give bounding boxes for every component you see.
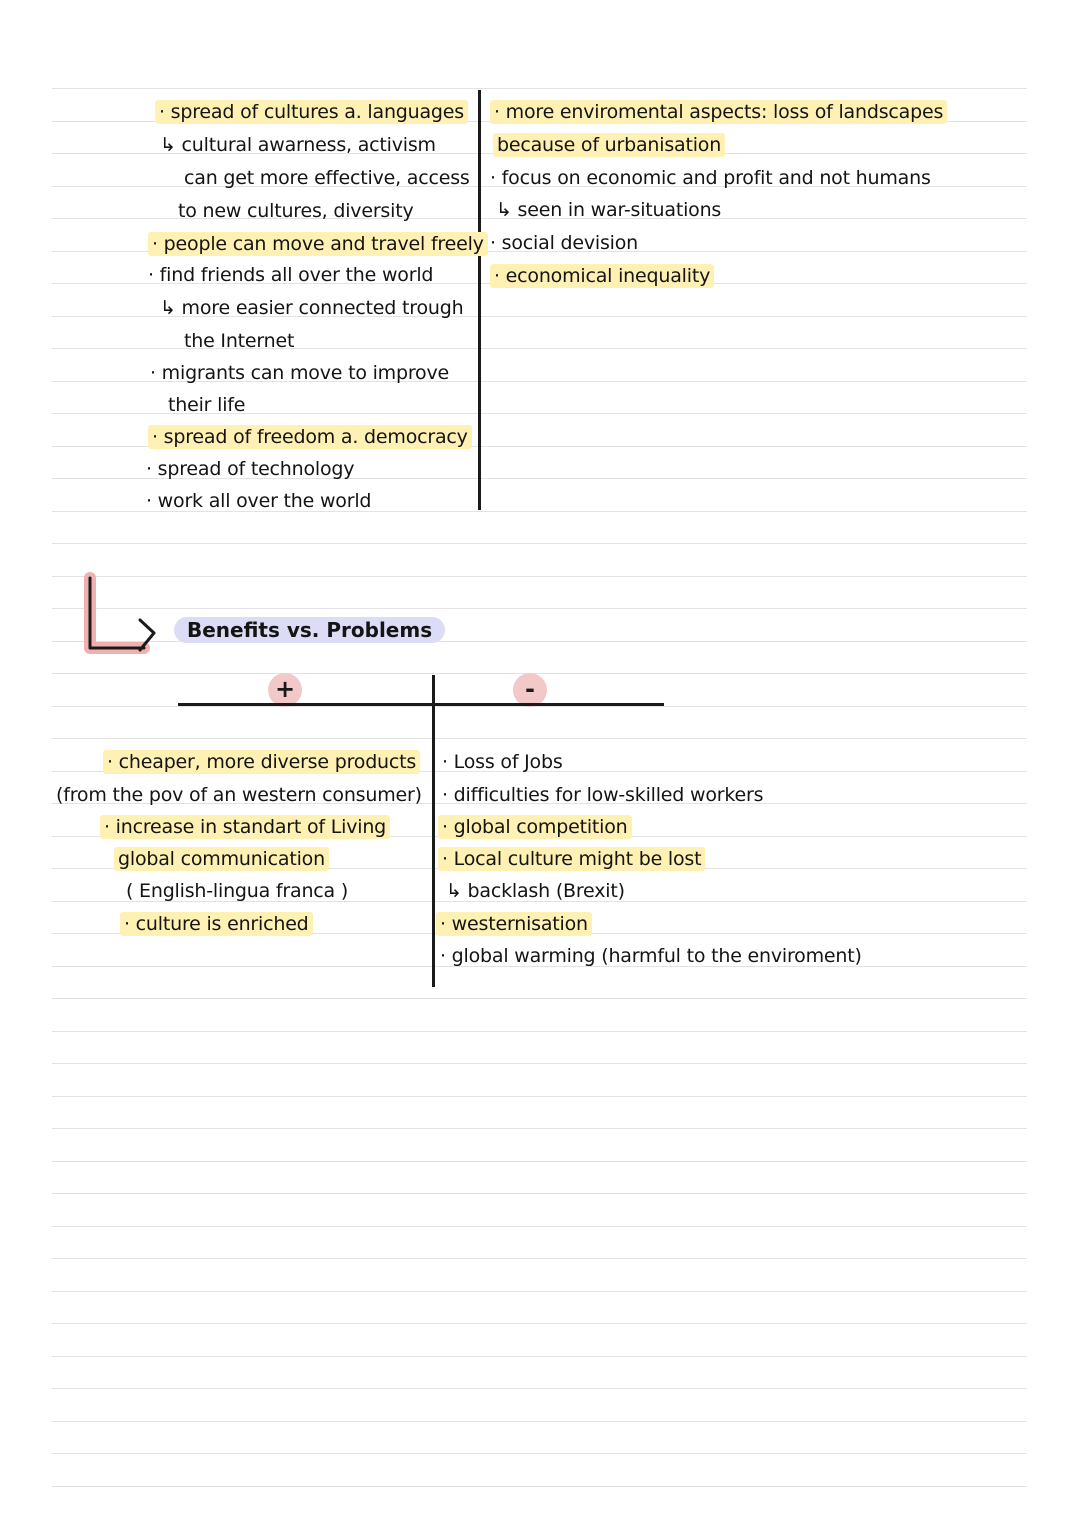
- top-right-item: · economical inequality: [490, 264, 714, 288]
- problem-item: · westernisation: [436, 912, 592, 936]
- benefit-item: global communication: [114, 847, 329, 871]
- ruling-line: [52, 1388, 1027, 1389]
- top-right-item: · social devision: [490, 232, 639, 254]
- benefit-item: · increase in standart of Living: [100, 815, 390, 839]
- ruling-line: [52, 543, 1027, 544]
- ruling-line: [52, 1258, 1027, 1259]
- top-right-item: · focus on economic and profit and not humans: [490, 167, 931, 189]
- top-left-item: to new cultures, diversity: [178, 200, 414, 222]
- ruling-line: [52, 738, 1027, 739]
- top-right-item: · more enviromental aspects: loss of landscapes: [490, 100, 947, 124]
- benefit-item: ( English-lingua franca ): [126, 880, 349, 902]
- ruling-line: [52, 1161, 1027, 1162]
- benefit-item: · culture is enriched: [120, 912, 313, 936]
- ruling-line: [52, 1421, 1027, 1422]
- top-left-item: · spread of cultures a. languages: [155, 100, 468, 124]
- top-right-item: ↳ seen in war-situations: [496, 199, 722, 221]
- ruling-line: [52, 1226, 1027, 1227]
- top-left-item: ↳ more easier connected trough: [160, 297, 464, 319]
- problem-item: · Loss of Jobs: [442, 751, 563, 773]
- top-table-divider: [478, 90, 481, 510]
- section-heading: Benefits vs. Problems: [174, 617, 445, 643]
- top-left-item: · spread of freedom a. democracy: [148, 425, 472, 449]
- ruling-line: [52, 88, 1027, 89]
- ruling-line: [52, 1128, 1027, 1129]
- top-left-item: · migrants can move to improve: [150, 362, 450, 384]
- table-vertical-rule: [432, 675, 435, 987]
- problem-item: ↳ backlash (Brexit): [446, 880, 625, 902]
- ruling-line: [52, 1031, 1027, 1032]
- problem-item: · Local culture might be lost: [438, 847, 705, 871]
- problem-item: · difficulties for low-skilled workers: [442, 784, 764, 806]
- ruling-line: [52, 706, 1027, 707]
- top-left-item: · spread of technology: [146, 458, 355, 480]
- top-left-item: their life: [168, 394, 246, 416]
- ruling-line: [52, 1096, 1027, 1097]
- ruling-line: [52, 1063, 1027, 1064]
- ruling-line: [52, 1323, 1027, 1324]
- ruling-line: [52, 673, 1027, 674]
- problem-item: · global competition: [438, 815, 632, 839]
- top-left-item: ↳ cultural awarness, activism: [160, 134, 436, 156]
- ruling-line: [52, 1356, 1027, 1357]
- top-right-item: because of urbanisation: [493, 133, 725, 157]
- down-right-arrow-icon: [78, 570, 168, 665]
- table-horizontal-rule: [178, 703, 664, 706]
- top-left-item: the Internet: [184, 330, 295, 352]
- problem-item: · global warming (harmful to the enviroment): [440, 945, 862, 967]
- benefit-item: · cheaper, more diverse products: [103, 750, 420, 774]
- plus-icon: +: [268, 673, 302, 707]
- benefit-item: (from the pov of an western consumer): [56, 784, 422, 806]
- ruling-line: [52, 608, 1027, 609]
- top-left-item: · people can move and travel freely: [148, 232, 488, 256]
- ruling-line: [52, 1486, 1027, 1487]
- ruling-line: [52, 998, 1027, 999]
- ruling-line: [52, 1291, 1027, 1292]
- ruling-line: [52, 576, 1027, 577]
- ruling-line: [52, 1453, 1027, 1454]
- top-left-item: can get more effective, access: [184, 167, 470, 189]
- top-left-item: · work all over the world: [146, 490, 372, 512]
- ruling-line: [52, 1193, 1027, 1194]
- top-left-item: · find friends all over the world: [148, 264, 434, 286]
- minus-icon: -: [513, 673, 547, 707]
